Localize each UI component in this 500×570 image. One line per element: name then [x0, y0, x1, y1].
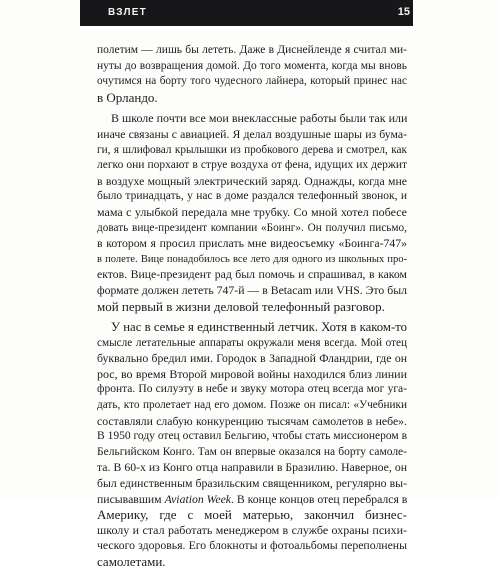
- text-line: самолетами.: [97, 554, 166, 569]
- text-line: полетим — лишь бы лететь. Даже в Диснейленде я считал ми-: [97, 44, 407, 56]
- page-number: 15: [397, 6, 410, 18]
- page-header: [80, 0, 413, 26]
- text-line: дать, кто пролетает над его домом. Позже он писал: «Учебники: [97, 399, 407, 412]
- paragraph-2: [97, 111, 407, 314]
- text-line: нуты до возвращения домой. До того момента, когда мы вновь: [97, 59, 407, 72]
- text-line: формате должен лететь 747-й — в Betacam или VHS. Это был: [97, 283, 407, 297]
- text-line: в полете. Вице понадобилось все лето для одного из школьных про-: [97, 253, 407, 265]
- text-line: ектов. Вице-президент рад был помочь и спрашивал, в каком: [97, 268, 407, 282]
- running-head: ВЗЛЕТ: [108, 7, 147, 18]
- text-line: ги, я шлифовал крылышки из пробкового дерева и смотрел, как: [97, 143, 407, 156]
- text-line: в Орландо.: [97, 89, 158, 105]
- text-line: в котором я просил прислать мне видеосъемку «Боинга-747»: [97, 237, 407, 251]
- text-line: буквально бредил ими. Городок в Западной Фландрии, где он: [97, 352, 407, 366]
- text-line: фронта. По силуэту в небе и звуку мотора отец всегда мог уга-: [97, 383, 407, 396]
- text-line: Бельгийском Конго. Там он впервые оказался на борту самоле-: [97, 445, 407, 458]
- paragraph-3: [97, 320, 407, 570]
- text-line: было тринадцать, у нас в доме раздался телефонный звонок, и: [97, 190, 407, 203]
- magazine-title: Aviation Week: [164, 492, 232, 506]
- paragraph-1: [97, 43, 407, 105]
- text-line: мама с улыбкой передала мне трубку. Со мной хотел побесе: [97, 204, 407, 219]
- text-line: составляли слабую конкуренцию тысячам самолетов в небе».: [97, 414, 407, 428]
- text-line: иначе связаны с авиацией. Я делал воздушные шары из бума-: [97, 127, 407, 141]
- text-line: Америку, где с моей матерью, закончил бизнес-: [97, 507, 407, 523]
- text-line: В школе почти все мои внеклассные работы были так или: [111, 111, 408, 126]
- text-line: в воздухе мощный электрический заряд. Однажды, когда мне: [97, 174, 407, 188]
- text-line: легко они порхают в струе воздуха от фена, идущих их держит: [97, 159, 407, 172]
- text-line: смысле летательные аппараты окружали меня всегда. Мой отец: [97, 336, 407, 349]
- text-line: рос, во время Второй мировой войны находился близ линии: [97, 366, 407, 381]
- text-line: очутимся на борту того чудесного лайнера, который принес нас: [97, 75, 407, 88]
- text-line: ческого здоровья. Его блокноты и фотоальбомы переполнены: [97, 539, 407, 553]
- text-line: довать вице-президент компании «Боинг». Он получил письмо,: [97, 221, 407, 234]
- text-line: мой первый в жизни деловой телефонный разговор.: [97, 298, 385, 314]
- text-line: У нас в семье я единственный летчик. Хотя в каком-то: [111, 320, 407, 335]
- text-line: В 1950 году отец оставил Бельгию, чтобы стать миссионером в: [97, 430, 407, 443]
- text-line: писывавшим Aviation Week. В конце концов отец перебрался в: [97, 492, 408, 506]
- text-line: та. В 60-х из Конго отца направили в Бразилию. Наверное, он: [97, 461, 407, 475]
- body-text: [97, 43, 407, 570]
- text-line: был единственным бразильским священником, регулярно вы-: [97, 477, 407, 491]
- text-line: школу и стал работать менеджером в службе охраны психи-: [97, 522, 407, 537]
